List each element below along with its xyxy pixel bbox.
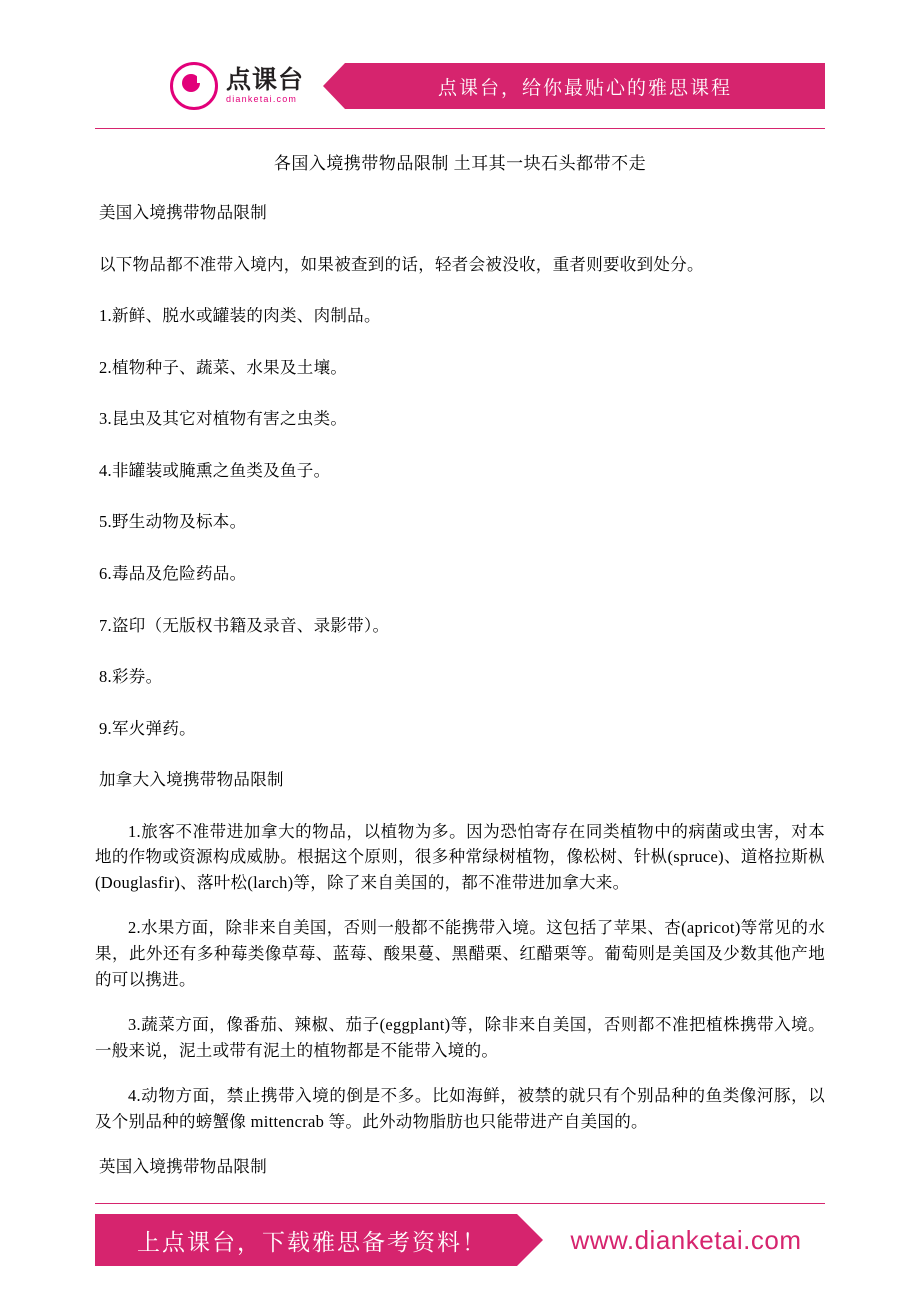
document-content <box>95 200 825 1180</box>
section-heading-uk: 英国入境携带物品限制 <box>99 1157 267 1177</box>
list-item: 7.盗印（无版权书籍及录音、录影带）。 <box>99 615 390 635</box>
section-heading-canada: 加拿大入境携带物品限制 <box>99 770 284 790</box>
logo-text-block <box>226 67 304 105</box>
paragraph: 3.蔬菜方面，像番茄、辣椒、茄子(eggplant)等，除非来自美国，否则都不准把植株携带入境。一般来说，泥土或带有泥土的植物都是不能带入境的。 <box>95 1015 825 1060</box>
brand-logo <box>95 62 335 110</box>
logo-url: dianketai.com <box>226 94 298 105</box>
page-footer <box>0 1203 920 1302</box>
header-divider <box>95 128 825 129</box>
list-item: 9.军火弹药。 <box>99 718 196 738</box>
paragraph: 4.动物方面，禁止携带入境的倒是不多。比如海鲜，被禁的就只有个别品种的鱼类像河豚，以及个别品种的螃蟹像 mittencrab 等。此外动物脂肪也只能带进产自美国的。 <box>95 1086 825 1131</box>
paragraph: 1.旅客不准带进加拿大的物品，以植物为多。因为恐怕寄存在同类植物中的病菌或虫害，对本地的作物或资源构成威胁。根据这个原则，很多种常绿树植物，像松树、针枞(spruce)、道格拉斯枞(Douglasfir)、落叶松(larch)等，除了来自美国的，都不准带进加拿大来。 <box>95 821 825 892</box>
list-item: 3.昆虫及其它对植物有害之虫类。 <box>99 409 348 429</box>
footer-website[interactable]: www.dianketai.com <box>570 1224 802 1255</box>
list-item: 1.新鲜、脱水或罐装的肉类、肉制品。 <box>99 306 381 326</box>
footer-divider <box>95 1203 825 1204</box>
list-item: 8.彩券。 <box>99 667 163 687</box>
page-title: 各国入境携带物品限制 土耳其一块石头都带不走 <box>273 154 647 173</box>
list-item: 5.野生动物及标本。 <box>99 512 247 532</box>
footer-bar <box>95 1214 825 1266</box>
header-banner: 点课台，给你最贴心的雅思课程 <box>345 63 825 109</box>
logo-name: 点课台 <box>226 66 305 95</box>
section-heading-usa: 美国入境携带物品限制 <box>99 203 267 222</box>
paragraph: 2.水果方面，除非来自美国，否则一般都不能携带入境。这包括了苹果、杏(apricot)等常见的水果，此外还有多种莓类像草莓、蓝莓、酸果蔓、黑醋栗、红醋栗等。葡萄则是美国及少数其他产地的可以携进。 <box>95 918 825 989</box>
list-item: 4.非罐装或腌熏之鱼类及鱼子。 <box>99 460 331 480</box>
footer-cta: 上点课台，下载雅思备考资料！ <box>95 1214 517 1266</box>
section-intro-usa: 以下物品都不准带入境内，如果被查到的话，轻者会被没收，重者则要收到处分。 <box>99 254 704 274</box>
list-item: 6.毒品及危险药品。 <box>99 563 247 583</box>
list-item: 2.植物种子、蔬菜、水果及土壤。 <box>99 357 348 377</box>
page-header <box>95 0 825 120</box>
logo-circle-icon <box>170 62 218 110</box>
